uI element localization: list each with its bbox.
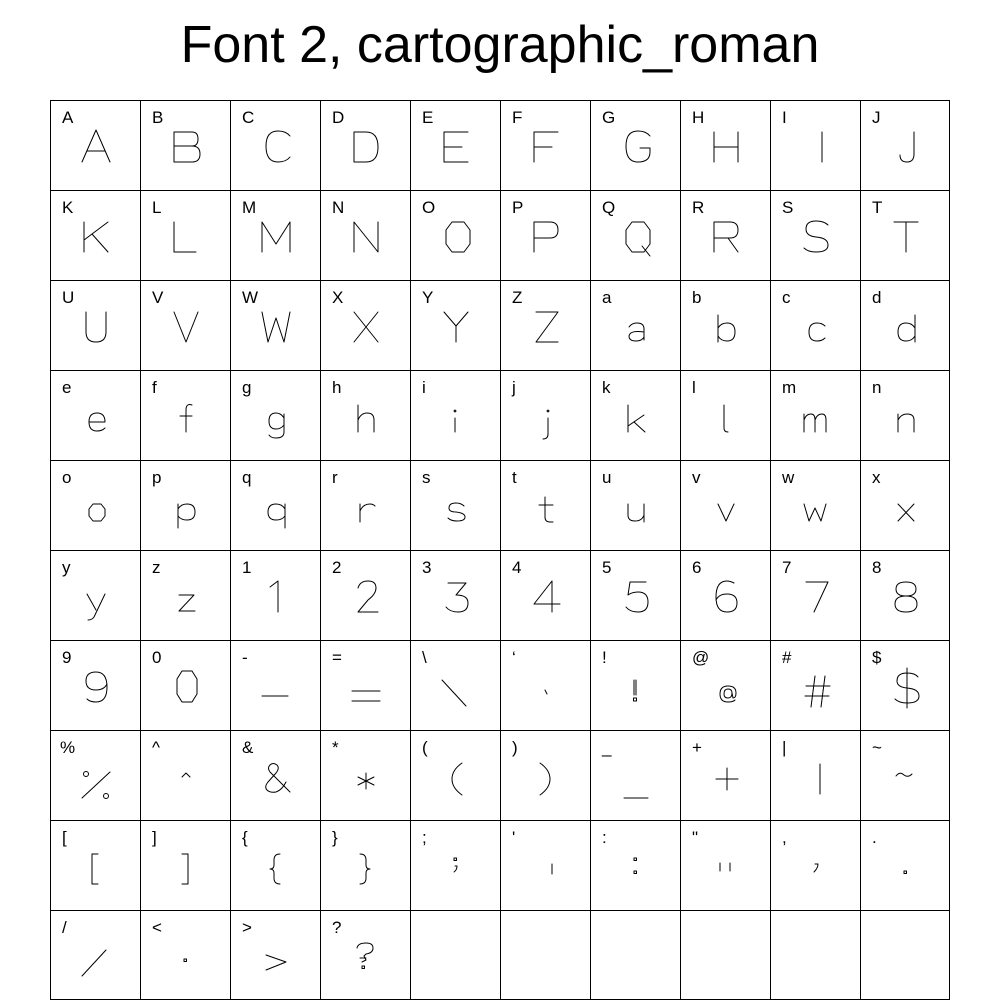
glyph-key-label: i — [422, 378, 426, 397]
glyph-drawing — [50, 820, 140, 910]
glyph-cell — [320, 550, 410, 640]
glyph-key-label: Q — [602, 198, 616, 217]
glyph-drawing — [770, 370, 860, 460]
glyph-key-label: 3 — [422, 558, 432, 577]
glyph-key-label: 9 — [62, 648, 72, 667]
glyph-key-label: # — [782, 648, 792, 667]
glyph-cell — [50, 100, 140, 190]
glyph-drawing — [860, 460, 950, 550]
glyph-key-label: a — [602, 288, 612, 307]
glyph-key-label: 0 — [152, 648, 162, 667]
glyph-drawing — [860, 730, 950, 820]
glyph-drawing — [860, 190, 950, 280]
glyph-cell — [140, 100, 230, 190]
glyph-drawing — [860, 370, 950, 460]
glyph-cell — [230, 370, 320, 460]
glyph-cell — [590, 280, 680, 370]
glyph-key-label: h — [332, 378, 342, 397]
glyph-key-label: G — [602, 108, 616, 127]
glyph-drawing — [680, 100, 770, 190]
glyph-key-label: 6 — [692, 558, 702, 577]
glyph-key-label: Z — [512, 288, 523, 307]
glyph-cell — [680, 100, 770, 190]
glyph-key-label: ] — [152, 828, 157, 847]
glyph-key-label: u — [602, 468, 612, 487]
glyph-cell — [860, 730, 950, 820]
glyph-drawing — [590, 730, 680, 820]
glyph-drawing — [770, 190, 860, 280]
glyph-key-label: V — [152, 288, 164, 307]
glyph-key-label: L — [152, 198, 162, 217]
glyph-cell — [230, 460, 320, 550]
glyph-cell — [320, 910, 410, 1000]
glyph-grid — [50, 100, 950, 1000]
glyph-drawing — [50, 550, 140, 640]
glyph-key-label: g — [242, 378, 252, 397]
glyph-cell — [140, 910, 230, 1000]
glyph-key-label: A — [62, 108, 74, 127]
glyph-drawing — [320, 190, 410, 280]
glyph-cell — [320, 190, 410, 280]
glyph-cell — [860, 640, 950, 730]
glyph-cell — [50, 820, 140, 910]
glyph-key-label: ~ — [872, 738, 882, 757]
glyph-cell — [770, 820, 860, 910]
glyph-key-label: T — [872, 198, 883, 217]
glyph-cell — [500, 550, 590, 640]
glyph-key-label: | — [782, 738, 787, 757]
glyph-key-label: D — [332, 108, 345, 127]
glyph-key-label: d — [872, 288, 882, 307]
glyph-cell — [320, 100, 410, 190]
glyph-key-label: N — [332, 198, 345, 217]
glyph-drawing — [230, 190, 320, 280]
glyph-key-label: K — [62, 198, 74, 217]
glyph-drawing — [140, 100, 230, 190]
glyph-cell — [410, 820, 500, 910]
glyph-cell — [590, 730, 680, 820]
glyph-cell — [680, 370, 770, 460]
glyph-key-label: M — [242, 198, 257, 217]
glyph-key-label: S — [782, 198, 794, 217]
glyph-key-label: $ — [872, 648, 882, 667]
glyph-cell — [680, 820, 770, 910]
glyph-key-label: J — [872, 108, 881, 127]
glyph-drawing — [140, 910, 230, 1000]
glyph-key-label: w — [782, 468, 795, 487]
glyph-cell — [500, 100, 590, 190]
glyph-key-label: 7 — [782, 558, 792, 577]
glyph-drawing — [320, 100, 410, 190]
glyph-drawing — [680, 640, 770, 730]
glyph-drawing — [410, 280, 500, 370]
glyph-cell — [500, 280, 590, 370]
glyph-drawing — [140, 730, 230, 820]
glyph-drawing — [590, 640, 680, 730]
glyph-drawing — [410, 730, 500, 820]
glyph-cell — [140, 640, 230, 730]
glyph-drawing — [770, 460, 860, 550]
glyph-key-label: : — [602, 828, 607, 847]
glyph-drawing — [770, 550, 860, 640]
glyph-drawing — [680, 190, 770, 280]
glyph-drawing — [590, 820, 680, 910]
glyph-cell — [680, 460, 770, 550]
glyph-key-label: z — [152, 558, 161, 577]
glyph-cell — [860, 190, 950, 280]
glyph-key-label: ‘ — [512, 648, 516, 667]
glyph-drawing — [410, 460, 500, 550]
glyph-key-label: , — [782, 828, 787, 847]
glyph-cell — [500, 370, 590, 460]
glyph-drawing — [500, 280, 590, 370]
glyph-drawing — [770, 730, 860, 820]
glyph-key-label: p — [152, 468, 162, 487]
glyph-cell — [590, 460, 680, 550]
glyph-key-label: = — [332, 648, 342, 667]
glyph-cell — [410, 190, 500, 280]
glyph-drawing — [50, 370, 140, 460]
glyph-drawing — [500, 640, 590, 730]
glyph-key-label: / — [62, 918, 67, 937]
glyph-drawing — [590, 280, 680, 370]
glyph-drawing — [50, 280, 140, 370]
glyph-key-label: ; — [422, 828, 427, 847]
glyph-cell — [410, 640, 500, 730]
glyph-key-label: . — [872, 828, 877, 847]
glyph-cell — [320, 280, 410, 370]
glyph-drawing — [410, 640, 500, 730]
glyph-cell — [50, 190, 140, 280]
glyph-key-label: q — [242, 468, 252, 487]
glyph-key-label: [ — [62, 828, 67, 847]
glyph-cell — [320, 370, 410, 460]
glyph-key-label: e — [62, 378, 72, 397]
glyph-key-label: r — [332, 468, 338, 487]
glyph-drawing — [860, 100, 950, 190]
glyph-cell — [680, 190, 770, 280]
glyph-cell — [860, 280, 950, 370]
glyph-key-label: f — [152, 378, 157, 397]
glyph-key-label: 5 — [602, 558, 612, 577]
glyph-drawing — [50, 100, 140, 190]
glyph-key-label: ' — [512, 828, 516, 847]
glyph-key-label: * — [332, 738, 339, 757]
glyph-drawing — [410, 820, 500, 910]
glyph-drawing — [680, 550, 770, 640]
glyph-key-label: o — [62, 468, 72, 487]
glyph-drawing — [770, 280, 860, 370]
glyph-key-label: b — [692, 288, 702, 307]
glyph-drawing — [140, 370, 230, 460]
glyph-cell — [590, 820, 680, 910]
glyph-cell — [230, 730, 320, 820]
glyph-drawing — [320, 280, 410, 370]
glyph-cell — [680, 280, 770, 370]
glyph-drawing — [500, 100, 590, 190]
glyph-drawing — [680, 370, 770, 460]
glyph-cell — [50, 730, 140, 820]
glyph-key-label: ) — [512, 738, 518, 757]
glyph-key-label: j — [512, 378, 516, 397]
glyph-cell — [680, 730, 770, 820]
glyph-drawing — [230, 280, 320, 370]
glyph-drawing — [770, 640, 860, 730]
glyph-cell — [140, 370, 230, 460]
glyph-key-label: c — [782, 288, 791, 307]
glyph-drawing — [590, 190, 680, 280]
glyph-cell — [320, 820, 410, 910]
glyph-cell — [410, 730, 500, 820]
glyph-key-label: " — [692, 828, 699, 847]
glyph-drawing — [500, 730, 590, 820]
glyph-key-label: > — [242, 918, 252, 937]
glyph-cell — [500, 190, 590, 280]
glyph-cell — [230, 280, 320, 370]
glyph-cell — [50, 640, 140, 730]
glyph-drawing — [500, 370, 590, 460]
glyph-drawing — [590, 100, 680, 190]
glyph-drawing — [410, 550, 500, 640]
glyph-drawing — [50, 460, 140, 550]
glyph-drawing — [770, 820, 860, 910]
glyph-drawing — [230, 910, 320, 1000]
glyph-key-label: B — [152, 108, 164, 127]
glyph-drawing — [50, 640, 140, 730]
glyph-drawing — [590, 550, 680, 640]
glyph-drawing — [500, 550, 590, 640]
glyph-drawing — [680, 820, 770, 910]
glyph-drawing — [140, 280, 230, 370]
glyph-cell — [320, 460, 410, 550]
glyph-drawing — [500, 820, 590, 910]
glyph-drawing — [500, 460, 590, 550]
glyph-cell — [230, 100, 320, 190]
glyph-cell — [680, 550, 770, 640]
glyph-drawing — [320, 370, 410, 460]
glyph-drawing — [230, 640, 320, 730]
glyph-cell — [500, 820, 590, 910]
glyph-cell — [770, 370, 860, 460]
glyph-drawing — [590, 370, 680, 460]
glyph-drawing — [860, 550, 950, 640]
glyph-cell — [410, 460, 500, 550]
glyph-drawing — [140, 460, 230, 550]
glyph-key-label: 8 — [872, 558, 882, 577]
page-title: Font 2, cartographic_roman — [180, 16, 820, 74]
glyph-key-label: l — [692, 378, 696, 397]
glyph-cell — [860, 370, 950, 460]
glyph-cell — [590, 370, 680, 460]
glyph-drawing — [500, 190, 590, 280]
glyph-key-label: k — [602, 378, 611, 397]
glyph-drawing — [140, 820, 230, 910]
glyph-key-label: \ — [422, 648, 427, 667]
glyph-drawing — [320, 550, 410, 640]
glyph-cell — [230, 820, 320, 910]
glyph-cell — [770, 550, 860, 640]
glyph-cell — [50, 910, 140, 1000]
glyph-cell — [860, 460, 950, 550]
glyph-key-label: s — [422, 468, 431, 487]
glyph-key-label: & — [242, 738, 254, 757]
glyph-cell — [50, 280, 140, 370]
glyph-key-label: n — [872, 378, 882, 397]
glyph-drawing — [320, 730, 410, 820]
glyph-cell — [410, 550, 500, 640]
glyph-cell — [50, 370, 140, 460]
glyph-key-label: ? — [332, 918, 342, 937]
glyph-key-label: @ — [692, 648, 710, 667]
glyph-drawing — [860, 820, 950, 910]
glyph-key-label: R — [692, 198, 705, 217]
glyph-drawing — [230, 820, 320, 910]
glyph-key-label: % — [60, 738, 76, 757]
glyph-key-label: } — [332, 828, 338, 847]
glyph-cell — [140, 190, 230, 280]
glyph-key-label: v — [692, 468, 701, 487]
glyph-key-label: ^ — [152, 738, 160, 757]
glyph-drawing — [410, 100, 500, 190]
glyph-drawing — [140, 190, 230, 280]
glyph-key-label: 4 — [512, 558, 522, 577]
glyph-cell — [410, 280, 500, 370]
glyph-cell — [410, 370, 500, 460]
glyph-drawing — [320, 910, 410, 1000]
glyph-cell — [320, 640, 410, 730]
glyph-drawing — [320, 640, 410, 730]
glyph-key-label: I — [782, 108, 787, 127]
glyph-cell — [860, 820, 950, 910]
glyph-cell — [590, 550, 680, 640]
glyph-drawing — [410, 370, 500, 460]
glyph-drawing — [680, 460, 770, 550]
glyph-cell — [230, 550, 320, 640]
glyph-cell — [770, 640, 860, 730]
glyph-cell — [500, 640, 590, 730]
glyph-drawing — [590, 460, 680, 550]
glyph-key-label: X — [332, 288, 344, 307]
glyph-drawing — [860, 640, 950, 730]
glyph-cell — [590, 190, 680, 280]
glyph-key-label: 1 — [242, 558, 252, 577]
glyph-cell — [770, 280, 860, 370]
glyph-cell — [500, 460, 590, 550]
glyph-cell — [590, 100, 680, 190]
glyph-key-label: x — [872, 468, 881, 487]
glyph-cell — [230, 910, 320, 1000]
glyph-drawing — [50, 910, 140, 1000]
glyph-key-label: U — [62, 288, 75, 307]
glyph-drawing — [230, 730, 320, 820]
glyph-key-label: C — [242, 108, 255, 127]
glyph-drawing — [770, 100, 860, 190]
glyph-drawing — [230, 460, 320, 550]
glyph-drawing — [680, 280, 770, 370]
glyph-key-label: + — [692, 738, 702, 757]
glyph-key-label: m — [782, 378, 797, 397]
glyph-cell — [50, 460, 140, 550]
glyph-key-label: O — [422, 198, 436, 217]
glyph-key-label: < — [152, 918, 162, 937]
glyph-cell — [140, 820, 230, 910]
glyph-key-label: P — [512, 198, 524, 217]
glyph-drawing — [140, 550, 230, 640]
glyph-cell — [230, 190, 320, 280]
glyph-drawing — [230, 550, 320, 640]
glyph-key-label: ( — [422, 738, 428, 757]
glyph-cell — [590, 640, 680, 730]
glyph-cell — [140, 460, 230, 550]
glyph-cell — [770, 460, 860, 550]
glyph-key-label: t — [512, 468, 517, 487]
glyph-cell — [500, 730, 590, 820]
glyph-drawing — [860, 280, 950, 370]
glyph-drawing — [320, 820, 410, 910]
glyph-key-label: Y — [422, 288, 434, 307]
glyph-drawing — [50, 730, 140, 820]
glyph-drawing — [320, 460, 410, 550]
glyph-cell — [50, 550, 140, 640]
glyph-drawing — [680, 730, 770, 820]
glyph-key-label: 2 — [332, 558, 342, 577]
glyph-cell — [140, 550, 230, 640]
glyph-cell — [140, 280, 230, 370]
glyph-key-label: E — [422, 108, 434, 127]
glyph-cell — [770, 190, 860, 280]
glyph-cell — [770, 100, 860, 190]
glyph-cell — [320, 730, 410, 820]
glyph-key-label: W — [242, 288, 259, 307]
glyph-cell — [230, 640, 320, 730]
glyph-cell — [140, 730, 230, 820]
glyph-key-label: _ — [602, 738, 612, 757]
glyph-cell — [410, 100, 500, 190]
glyph-cell — [680, 640, 770, 730]
glyph-drawing — [140, 640, 230, 730]
glyph-key-label: ! — [602, 648, 607, 667]
glyph-key-label: - — [242, 648, 248, 667]
glyph-key-label: y — [62, 558, 71, 577]
glyph-key-label: { — [242, 828, 248, 847]
glyph-key-label: H — [692, 108, 705, 127]
glyph-drawing — [230, 100, 320, 190]
glyph-key-label: F — [512, 108, 523, 127]
glyph-cell — [860, 550, 950, 640]
glyph-cell — [860, 100, 950, 190]
glyph-drawing — [230, 370, 320, 460]
glyph-drawing — [410, 190, 500, 280]
glyph-cell — [770, 730, 860, 820]
glyph-drawing — [50, 190, 140, 280]
